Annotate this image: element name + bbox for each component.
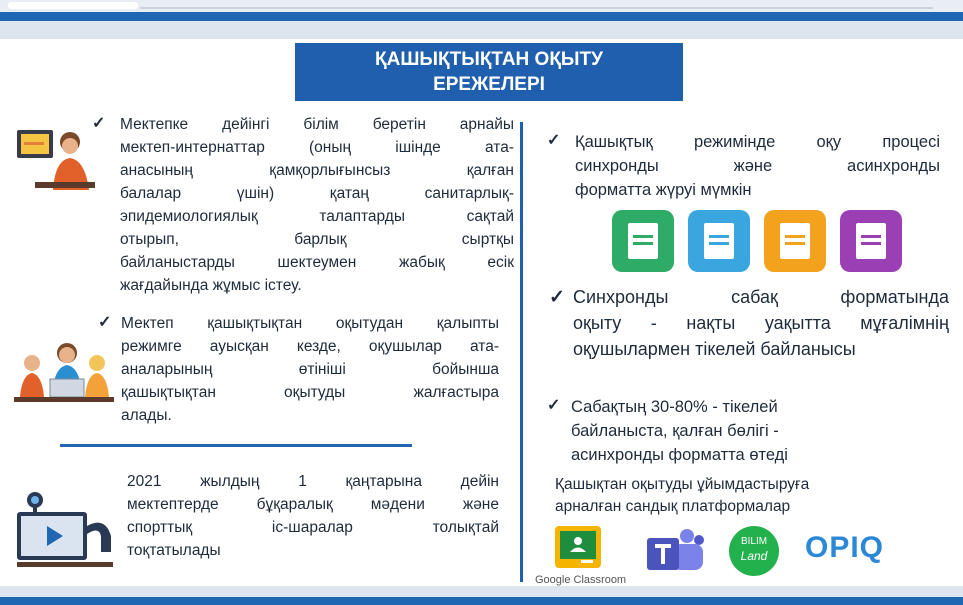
opiq-logo[interactable]: OPIQ xyxy=(805,531,885,564)
microsoft-teams-logo[interactable] xyxy=(643,526,707,578)
teacher-illustration xyxy=(15,120,100,195)
book-page xyxy=(856,223,886,259)
right-rule-2-line: оқыту - нақты уақытта мұғалімнің xyxy=(573,313,949,333)
right-rule-2-line: Синхронды сабақ форматында xyxy=(573,287,949,307)
book-page xyxy=(780,223,810,259)
left-rule-3-line: мектептерде бұқаралық мәдени және xyxy=(127,496,499,513)
video-lesson-illustration xyxy=(15,490,115,575)
browser-topbar xyxy=(0,0,963,12)
right-rule-1 xyxy=(575,130,940,202)
header-stripe xyxy=(0,12,963,21)
title-line-2: ЕРЕЖЕЛЕРІ xyxy=(433,74,545,95)
left-rule-1-line: анасының қамқорлығынсыз қалған xyxy=(120,162,514,179)
left-rule-2 xyxy=(121,312,499,427)
platforms-heading-line: Қашықтан оқытуды ұйымдастыруға xyxy=(555,476,810,493)
right-rule-1-line: форматта жүруі мүмкін xyxy=(575,181,752,199)
google-classroom-label: Google Classroom xyxy=(535,574,627,586)
check-icon: ✓ xyxy=(92,115,106,132)
left-rule-1-line: мектеп-интернаттар (оның ішінде ата- xyxy=(120,139,514,156)
column-divider xyxy=(520,122,523,582)
section-separator xyxy=(60,444,412,447)
book-icon-green xyxy=(612,210,674,272)
platforms-heading-line: арналған сандық платформалар xyxy=(555,498,791,515)
left-rule-1-line: Мектепке дейінгі білім беретін арнайы xyxy=(120,116,514,133)
left-rule-2-line: аналарының өтініші бойынша xyxy=(121,361,499,378)
left-rule-1-line: эпидемиологиялық талаптарды сақтай xyxy=(120,208,514,225)
right-rule-2-line: оқушылармен тікелей байланысы xyxy=(573,339,856,359)
right-rule-2 xyxy=(573,284,949,362)
check-icon: ✓ xyxy=(98,314,112,331)
left-rule-1-line: балалар үшін) қатаң санитарлық- xyxy=(120,185,514,202)
left-rule-2-line: Мектеп қашықтықтан оқытудан қалыпты xyxy=(121,315,499,332)
right-rule-3-line: асинхронды форматта өтеді xyxy=(571,446,788,464)
book-page xyxy=(628,223,658,259)
right-rule-1-line: Қашықтық режимінде оқу процесі xyxy=(575,133,940,151)
left-rule-2-line: режимге ауысқан кезде, оқушылар ата- xyxy=(121,338,499,355)
topbar-pill xyxy=(8,2,138,9)
left-rule-3-line: спорттық іс-шаралар толықтай xyxy=(127,519,499,536)
check-icon: ✓ xyxy=(547,132,561,149)
right-rule-1-line: синхронды және асинхронды xyxy=(575,157,940,175)
check-icon: ✓ xyxy=(547,397,561,414)
book-icon-purple xyxy=(840,210,902,272)
header-band xyxy=(0,21,963,39)
footer-stripe xyxy=(0,597,963,605)
page-title xyxy=(295,43,683,101)
left-rule-2-line: алады. xyxy=(121,407,172,424)
bilim-land-label-1: BILIM xyxy=(740,536,768,547)
bilim-land-label-2: Land xyxy=(740,549,768,563)
book-icon-blue xyxy=(688,210,750,272)
google-classroom-logo[interactable] xyxy=(555,526,601,568)
left-rule-3 xyxy=(127,470,499,562)
left-rule-3-line: тоқтатылады xyxy=(127,542,221,559)
left-rule-1-line: байланыстарды шектеумен жабық есік xyxy=(120,254,514,271)
left-rule-2-line: қашықтықтан оқытуды жалғастыра xyxy=(121,384,499,401)
left-rule-1-line: жағдайында жұмыс істеу. xyxy=(120,277,302,294)
right-rule-3 xyxy=(571,395,871,467)
title-line-1: ҚАШЫҚТЫҚТАН ОҚЫТУ xyxy=(375,49,603,70)
topbar-line xyxy=(140,7,933,9)
family-illustration xyxy=(12,335,117,405)
book-page xyxy=(704,223,734,259)
left-rule-1-line: отырып, барлық сыртқы xyxy=(120,231,514,248)
book-icon-orange xyxy=(764,210,826,272)
right-rule-3-line: байланыста, қалған бөлігі - xyxy=(571,422,779,440)
platforms-heading xyxy=(555,474,895,518)
right-rule-3-line: Сабақтың 30-80% - тікелей xyxy=(571,398,778,416)
left-rule-3-line: 2021 жылдың 1 қаңтарына дейін xyxy=(127,473,499,490)
left-rule-1 xyxy=(120,113,514,297)
check-icon: ✓ xyxy=(549,287,565,308)
